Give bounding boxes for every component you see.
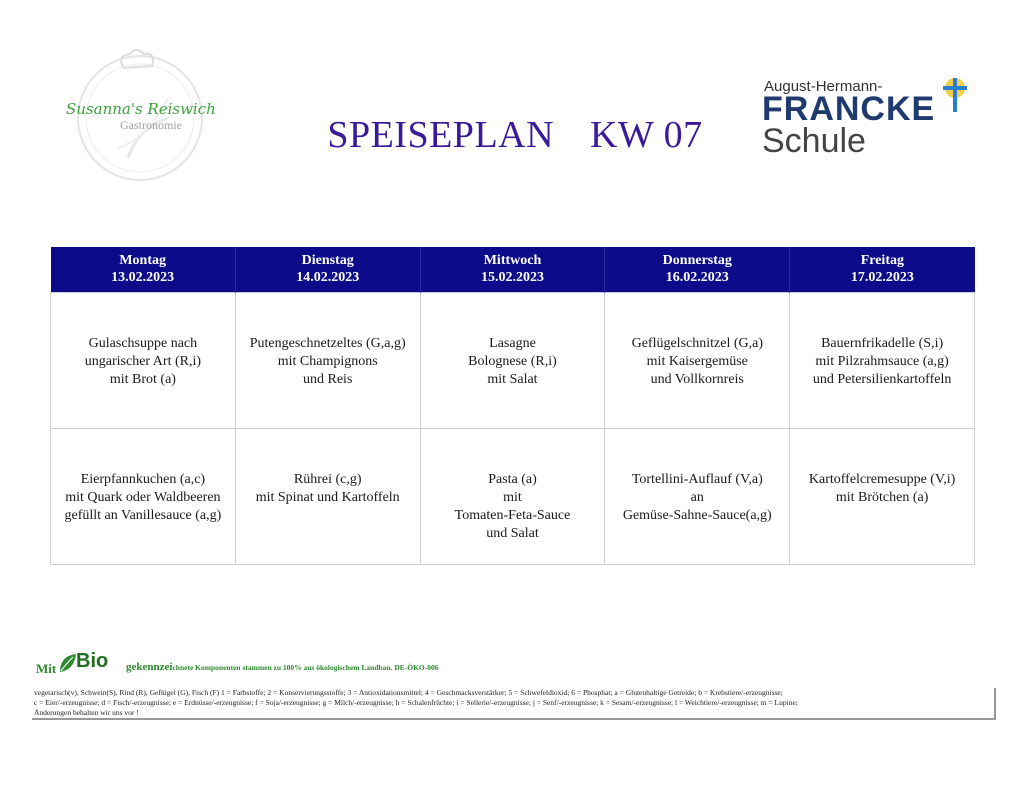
title-main: SPEISEPLAN xyxy=(327,114,555,156)
meal-line: gefüllt an Vanillesauce (a,g) xyxy=(64,507,222,523)
meal-cell xyxy=(51,292,236,428)
meal-line: mit xyxy=(503,489,522,505)
day-header-row xyxy=(51,247,975,292)
day-header xyxy=(605,247,790,292)
meal-line: Bolognese (R,i) xyxy=(468,353,557,369)
day-date: 14.02.2023 xyxy=(296,270,360,286)
day-name: Freitag xyxy=(860,253,904,269)
day-name: Donnerstag xyxy=(662,253,732,269)
meal-line: und Salat xyxy=(486,525,539,541)
day-date: 16.02.2023 xyxy=(665,270,729,286)
day-name: Dienstag xyxy=(301,253,354,269)
meal-line: mit Pilzrahmsauce (a,g) xyxy=(815,353,949,369)
meal-cell xyxy=(790,292,975,428)
bio-logo-text: Bio xyxy=(76,650,109,672)
day-header xyxy=(420,247,605,292)
meal-row-1 xyxy=(51,292,975,428)
allergen-legend xyxy=(32,688,996,720)
meal-line: mit Quark oder Waldbeeren xyxy=(65,489,221,505)
school-logo-line3: Schule xyxy=(762,122,866,160)
menu-table xyxy=(50,247,975,565)
meal-line: und Vollkornreis xyxy=(650,371,744,387)
school-logo-line1: August-Hermann- xyxy=(764,78,883,95)
legend-line: vegetarisch(v), Schwein(S), Rind (R), Geflügel (G), Fisch (F) 1 = Farbstoffe; 2 = Konservierungsstoffe; 3 = Antioxidationsmittel; 4 = Geschmacksverstärker; 5 = Schwefeldioxid; 6 = Phosphat; a = Glutenhaltige Getreide; b = Krebstiere/-erzeugnisse; xyxy=(34,688,783,697)
leaf-icon xyxy=(58,652,78,674)
meal-line: Lasagne xyxy=(489,335,536,351)
meal-cell xyxy=(235,428,420,564)
meal-line: Gulaschsuppe nach xyxy=(88,335,198,351)
day-date: 17.02.2023 xyxy=(850,270,914,286)
sun-cross-icon xyxy=(937,76,971,116)
meal-line: Kartoffelcremesuppe (V,i) xyxy=(808,471,956,487)
meal-line: mit Spinat und Kartoffeln xyxy=(255,489,400,505)
bio-statement-start: gekennzei xyxy=(126,661,173,673)
bio-statement-rest: chnete Komponenten stammen zu 100% aus ökologischem Landbau. DE-ÖKO-006 xyxy=(172,663,439,672)
meal-line: Gemüse-Sahne-Sauce(a,g) xyxy=(622,507,772,523)
day-header xyxy=(51,247,236,292)
meal-cell xyxy=(605,292,790,428)
meal-cell xyxy=(790,428,975,564)
meal-cell xyxy=(51,428,236,564)
meal-cell xyxy=(235,292,420,428)
day-date: 13.02.2023 xyxy=(111,270,175,286)
meal-line: Eierpfannkuchen (a,c) xyxy=(80,471,206,487)
school-logo xyxy=(762,76,982,166)
day-header xyxy=(790,247,975,292)
legend-line: Änderungen behalten wir uns vor ! xyxy=(34,708,139,717)
bio-mit-label: Mit xyxy=(36,661,57,676)
meal-line: Geflügelschnitzel (G,a) xyxy=(631,335,763,351)
meal-line: Pasta (a) xyxy=(488,471,537,487)
meal-line: Putengeschnetzeltes (G,a,g) xyxy=(249,335,406,351)
day-header xyxy=(235,247,420,292)
meal-line: Tortellini-Auflauf (V,a) xyxy=(631,471,763,487)
title-week: KW 07 xyxy=(590,114,703,156)
meal-cell xyxy=(420,292,605,428)
meal-line: ungarischer Art (R,i) xyxy=(84,353,202,369)
legend-line: c = Eier/-erzeugnisse; d = Fisch/-erzeugnisse; e = Erdnüsse/-erzeugnisse; f = Soja/-erzeugnisse; g = Milch/-erzeugnisse; h = Schalenfrüchte; i = Sellerie/-erzeugnisse; j = Senf/-erzeugnisse; k = Sesam/-erzeugnisse; l = Weichtiere/-erzeugnisse; m = Lupine; xyxy=(34,698,798,707)
meal-line: mit Kaisergemüse xyxy=(646,353,748,369)
caterer-brand-name: Susanna's Reiswich xyxy=(66,100,216,118)
meal-line: und Reis xyxy=(303,371,353,387)
meal-line: Rührei (c,g) xyxy=(293,471,362,487)
day-date: 15.02.2023 xyxy=(480,270,544,286)
meal-line: mit Salat xyxy=(487,371,538,387)
meal-line: Bauernfrikadelle (S,i) xyxy=(821,335,944,351)
meal-cell xyxy=(420,428,605,564)
meal-row-2 xyxy=(51,428,975,564)
meal-line: mit Brot (a) xyxy=(109,371,176,387)
day-name: Montag xyxy=(119,253,166,269)
bio-statement xyxy=(126,661,439,673)
meal-line: mit Brötchen (a) xyxy=(835,489,929,505)
meal-line: und Petersilienkartoffeln xyxy=(812,371,952,387)
caterer-brand-subtitle: Gastronomie xyxy=(120,118,182,132)
meal-line: an xyxy=(690,489,704,505)
meal-line: Tomaten-Feta-Sauce xyxy=(454,507,571,523)
school-logo-line2: FRANCKE xyxy=(762,90,936,128)
day-name: Mittwoch xyxy=(483,253,542,269)
meal-line: mit Champignons xyxy=(277,353,378,369)
meal-cell xyxy=(605,428,790,564)
